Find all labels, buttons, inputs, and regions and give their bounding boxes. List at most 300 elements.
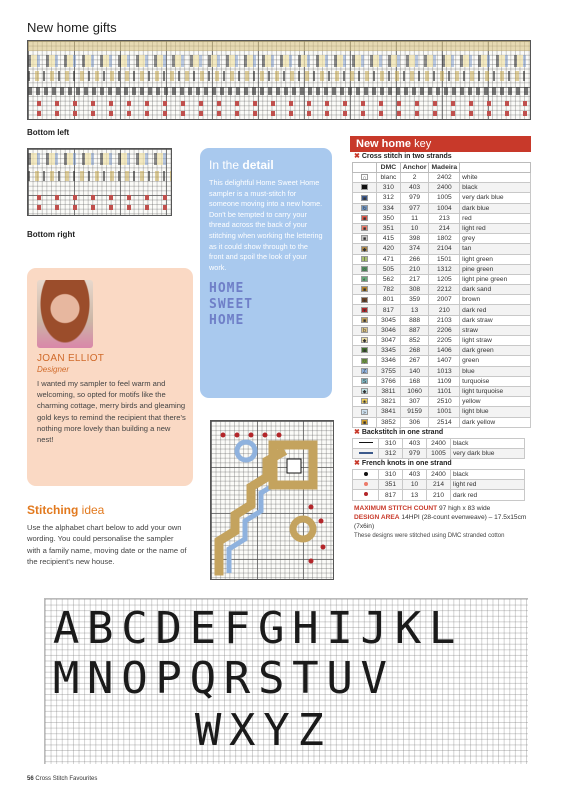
symbol-cell <box>353 448 379 458</box>
key-section-cross <box>350 152 531 162</box>
alphabet-letter: R <box>223 653 251 704</box>
top-border-chart <box>27 40 531 120</box>
stitching-title-rest: idea <box>78 503 105 517</box>
stitching-idea-text: Use the alphabet chart below to add your own wording. You could personalise the sampler with a family name, moving date or the name of the recipient's new house. <box>27 523 187 567</box>
thread-swatch: ∩ <box>362 175 367 182</box>
madeira-cell: 1406 <box>429 346 460 356</box>
table-row <box>353 213 531 223</box>
backstitch-line-icon <box>359 442 373 444</box>
alphabet-letter: G <box>257 603 285 654</box>
french-knot-rows <box>353 470 525 501</box>
madeira-cell: 2205 <box>429 336 460 346</box>
alphabet-letter: N <box>87 653 114 704</box>
madeira-cell: 1407 <box>429 356 460 366</box>
symbol-cell <box>353 183 377 193</box>
bottom-left-chart <box>27 148 172 216</box>
table-row <box>353 336 531 346</box>
alphabet-letter: D <box>155 603 182 654</box>
cross-stitch-rows <box>353 173 531 428</box>
key-section-label: Cross stitch in two strands <box>361 153 452 160</box>
chart-band <box>28 171 171 181</box>
max-stitch-value: 97 high x 83 wide <box>439 504 491 512</box>
bottom-left-label: Bottom left <box>27 128 70 137</box>
thread-swatch: ■ <box>363 236 367 243</box>
key-title <box>350 136 531 152</box>
symbol-cell <box>353 356 377 366</box>
alphabet-letter: W <box>194 705 222 756</box>
designer-quote: I wanted my sampler to feel warm and welcoming, so opted for motifs like the charming cottage, merry birds and gleaming gold keys to remind the recipient that there's nothing more lovely than building a new nest! <box>37 379 186 445</box>
symbol-cell <box>353 407 377 417</box>
symbol-cell <box>353 386 377 396</box>
cross-stitch-table <box>352 162 531 428</box>
symbol-cell <box>353 285 377 295</box>
bottom-right-label: Bottom right <box>27 230 75 239</box>
table-row <box>353 264 531 274</box>
color-name-cell: white <box>460 173 531 183</box>
dmc-cell: blanc <box>377 173 401 183</box>
anchor-cell: 13 <box>403 490 427 500</box>
madeira-cell: 210 <box>429 305 460 315</box>
max-stitch-label: MAXIMUM STITCH COUNT <box>354 504 438 512</box>
thread-key <box>350 136 531 580</box>
thread-swatch: ◈ <box>362 399 367 406</box>
heart-row <box>28 205 171 210</box>
thread-swatch: ○ <box>363 266 367 273</box>
alphabet-letter: F <box>223 603 251 654</box>
table-row <box>353 234 531 244</box>
magazine-name: Cross Stitch Favourites <box>35 776 98 782</box>
table-row <box>353 470 525 480</box>
table-header-name <box>460 163 531 173</box>
anchor-cell: 398 <box>400 234 429 244</box>
alphabet-row <box>191 705 328 756</box>
table-row <box>353 173 531 183</box>
alphabet-letter: L <box>428 603 456 654</box>
table-header: Madeira <box>429 163 460 173</box>
table-row <box>353 397 531 407</box>
stitching-idea-title <box>27 503 104 517</box>
table-row <box>353 386 531 396</box>
page-footer <box>27 776 97 782</box>
backstitch-table <box>352 438 525 459</box>
anchor-cell: 210 <box>400 264 429 274</box>
art-word: HOME <box>209 313 245 329</box>
dmc-cell: 471 <box>377 254 401 264</box>
dmc-cell: 420 <box>377 244 401 254</box>
dmc-cell: 350 <box>377 213 401 223</box>
anchor-cell: 977 <box>400 203 429 213</box>
thread-swatch: ◆ <box>362 246 367 253</box>
table-row <box>353 366 531 376</box>
madeira-cell: 1013 <box>429 366 460 376</box>
dmc-cell: 817 <box>379 490 403 500</box>
color-name-cell: dark red <box>451 490 525 500</box>
keys-motif <box>211 421 335 581</box>
table-row <box>353 223 531 233</box>
thread-swatch: b <box>361 327 368 333</box>
symbol-cell <box>353 397 377 407</box>
table-row <box>353 193 531 203</box>
color-name-cell: light red <box>451 480 525 490</box>
keys-motif-chart <box>210 420 334 580</box>
anchor-cell: 359 <box>400 295 429 305</box>
thread-swatch: ■ <box>363 287 367 294</box>
anchor-cell: 13 <box>400 305 429 315</box>
symbol-cell <box>353 244 377 254</box>
anchor-cell: 887 <box>400 325 429 335</box>
dmc-cell: 3766 <box>377 376 401 386</box>
thread-swatch: Z <box>363 368 367 375</box>
thread-swatch: ■ <box>363 226 367 233</box>
color-name-cell: light straw <box>460 336 531 346</box>
dmc-cell: 505 <box>377 264 401 274</box>
anchor-cell: 374 <box>400 244 429 254</box>
symbol-cell <box>353 213 377 223</box>
color-name-cell: black <box>460 183 531 193</box>
symbol-cell <box>353 203 377 213</box>
backstitch-rows <box>353 438 525 458</box>
french-knot-icon <box>364 472 368 476</box>
dmc-cell: 351 <box>379 480 403 490</box>
home-sweet-home-art <box>209 281 315 331</box>
alphabet-letter: T <box>292 653 319 704</box>
dmc-cell: 3841 <box>377 407 401 417</box>
table-row <box>353 356 531 366</box>
alphabet-letter: C <box>121 603 148 654</box>
symbol-cell <box>353 490 379 500</box>
color-name-cell: very dark blue <box>451 448 525 458</box>
designer-photo <box>37 280 93 348</box>
designer-box <box>27 268 193 486</box>
symbol-cell <box>353 376 377 386</box>
table-row <box>353 417 531 427</box>
symbol-cell <box>353 336 377 346</box>
table-row <box>353 285 531 295</box>
design-area-value: 14HPI (28-count evenweave) – 17.5x15cm (7x6in) <box>354 513 527 530</box>
table-row <box>353 325 531 335</box>
color-name-cell: green <box>460 356 531 366</box>
alphabet-letter: O <box>121 653 148 704</box>
heart-row <box>28 101 530 106</box>
anchor-cell: 10 <box>400 223 429 233</box>
anchor-cell: 10 <box>403 480 427 490</box>
color-name-cell: straw <box>460 325 531 335</box>
anchor-cell: 403 <box>403 438 427 448</box>
anchor-cell: 307 <box>400 397 429 407</box>
anchor-cell: 1060 <box>400 386 429 396</box>
symbol-cell <box>353 305 377 315</box>
madeira-cell: 1205 <box>429 274 460 284</box>
detail-box <box>200 148 332 398</box>
anchor-cell: 266 <box>400 254 429 264</box>
thread-swatch: » <box>361 409 368 415</box>
alphabet-letter: U <box>326 653 353 704</box>
anchor-cell: 140 <box>400 366 429 376</box>
thread-swatch: ↻ <box>362 205 367 212</box>
key-section-french <box>350 459 531 469</box>
anchor-cell: 403 <box>400 183 429 193</box>
dmc-cell: 3046 <box>377 325 401 335</box>
dmc-cell: 3047 <box>377 336 401 346</box>
symbol-cell <box>353 234 377 244</box>
anchor-cell: 11 <box>400 213 429 223</box>
dmc-cell: 310 <box>379 470 403 480</box>
french-knot-icon <box>364 482 368 486</box>
alphabet-letter: V <box>360 653 388 704</box>
chart-band <box>28 153 171 165</box>
detail-title-bold: detail <box>242 158 274 172</box>
color-name-cell: light green <box>460 254 531 264</box>
madeira-cell: 2400 <box>427 470 451 480</box>
dmc-cell: 801 <box>377 295 401 305</box>
symbol-cell <box>353 480 379 490</box>
thread-swatch: ◐ <box>363 277 367 284</box>
symbol-cell <box>353 346 377 356</box>
dmc-cell: 415 <box>377 234 401 244</box>
thread-swatch: ◆ <box>362 389 367 396</box>
color-name-cell: light turquoise <box>460 386 531 396</box>
alphabet-letter: Q <box>189 653 217 704</box>
thread-swatch: ♥ <box>361 307 368 313</box>
alphabet-letter: Z <box>297 705 324 756</box>
color-name-cell: black <box>451 470 525 480</box>
color-name-cell: light pine green <box>460 274 531 284</box>
madeira-cell: 1001 <box>429 407 460 417</box>
color-name-cell: tan <box>460 244 531 254</box>
alphabet-letter: M <box>52 653 80 704</box>
dmc-cell: 312 <box>377 193 401 203</box>
backstitch-line-icon <box>359 452 373 454</box>
alphabet-letter: P <box>155 653 182 704</box>
dmc-cell: 782 <box>377 285 401 295</box>
madeira-cell: 213 <box>429 213 460 223</box>
table-header-row <box>353 163 531 173</box>
table-row <box>353 448 525 458</box>
symbol-cell <box>353 325 377 335</box>
dmc-cell: 312 <box>379 448 403 458</box>
dmc-cell: 3821 <box>377 397 401 407</box>
table-row <box>353 490 525 500</box>
color-name-cell: dark yellow <box>460 417 531 427</box>
table-row <box>353 183 531 193</box>
dmc-cell: 310 <box>379 438 403 448</box>
color-name-cell: yellow <box>460 397 531 407</box>
cross-icon: ✖ <box>354 153 360 160</box>
symbol-cell <box>353 254 377 264</box>
chart-band <box>28 41 530 51</box>
table-row <box>353 203 531 213</box>
alphabet-row <box>49 603 459 654</box>
symbol-cell <box>353 438 379 448</box>
designer-name: JOAN ELLIOT <box>37 353 105 364</box>
madeira-cell: 1005 <box>429 193 460 203</box>
color-name-cell: blue <box>460 366 531 376</box>
thread-swatch: ■ <box>363 195 367 202</box>
thread-swatch: ■ <box>363 317 367 324</box>
madeira-cell: 214 <box>427 480 451 490</box>
color-name-cell: dark red <box>460 305 531 315</box>
table-row <box>353 295 531 305</box>
chart-band <box>28 87 530 95</box>
heart-row <box>28 195 171 200</box>
table-row <box>353 254 531 264</box>
thread-swatch: ■ <box>363 419 367 426</box>
thread-swatch: S <box>362 379 367 386</box>
thread-note: These designs were stitched using DMC stranded cotton <box>354 532 505 539</box>
page-number: 56 <box>27 776 34 782</box>
table-row <box>353 438 525 448</box>
alphabet-letter: B <box>87 603 114 654</box>
key-section-label: French knots in one strand <box>361 460 452 468</box>
dmc-cell: 3852 <box>377 417 401 427</box>
thread-swatch <box>361 184 368 190</box>
dmc-cell: 3755 <box>377 366 401 376</box>
thread-swatch: ■ <box>363 216 367 223</box>
symbol-cell <box>353 417 377 427</box>
chart-band <box>28 55 530 67</box>
table-row <box>353 315 531 325</box>
color-name-cell: pine green <box>460 264 531 274</box>
dmc-cell: 817 <box>377 305 401 315</box>
anchor-cell: 403 <box>403 470 427 480</box>
thread-swatch: ▽ <box>362 358 367 365</box>
table-row <box>353 244 531 254</box>
anchor-cell: 9159 <box>400 407 429 417</box>
color-name-cell: dark green <box>460 346 531 356</box>
table-row <box>353 480 525 490</box>
detail-text: This delightful Home Sweet Home sampler is a must-stitch for someone moving into a new home. Don't be tempted to carry your thread across the back of your stitching when working the lettering as it could show through to the front and spoil the look of your work. <box>209 178 323 272</box>
alphabet-letter: Y <box>263 705 290 756</box>
madeira-cell: 2206 <box>429 325 460 335</box>
alphabet-letter: X <box>229 705 256 756</box>
anchor-cell: 888 <box>400 315 429 325</box>
color-name-cell: turquoise <box>460 376 531 386</box>
symbol-cell <box>353 264 377 274</box>
madeira-cell: 2402 <box>429 173 460 183</box>
dmc-cell: 562 <box>377 274 401 284</box>
key-title-bold: New home <box>356 138 412 150</box>
designer-role: Designer <box>37 365 70 374</box>
max-stitch-count <box>350 504 531 513</box>
table-row <box>353 305 531 315</box>
madeira-cell: 1312 <box>429 264 460 274</box>
symbol-cell <box>353 315 377 325</box>
madeira-cell: 210 <box>427 490 451 500</box>
detail-title-pre: In the <box>209 158 243 172</box>
madeira-cell: 2007 <box>429 295 460 305</box>
thread-swatch: ◆ <box>362 338 367 345</box>
madeira-cell: 1501 <box>429 254 460 264</box>
french-knot-icon <box>364 492 368 496</box>
madeira-cell: 2400 <box>427 438 451 448</box>
madeira-cell: 2103 <box>429 315 460 325</box>
art-word: SWEET <box>209 297 254 313</box>
table-header: Anchor <box>400 163 429 173</box>
cross-icon: ✖ <box>354 460 360 468</box>
design-area-label: DESIGN AREA <box>354 513 400 521</box>
table-header: DMC <box>377 163 401 173</box>
alphabet-letter: A <box>52 603 80 654</box>
dmc-cell: 310 <box>377 183 401 193</box>
madeira-cell: 2514 <box>429 417 460 427</box>
anchor-cell: 852 <box>400 336 429 346</box>
symbol-cell <box>353 173 377 183</box>
color-name-cell: dark straw <box>460 315 531 325</box>
madeira-cell: 1005 <box>427 448 451 458</box>
color-name-cell: dark blue <box>460 203 531 213</box>
anchor-cell: 308 <box>400 285 429 295</box>
madeira-cell: 1109 <box>429 376 460 386</box>
madeira-cell: 2510 <box>429 397 460 407</box>
madeira-cell: 1101 <box>429 386 460 396</box>
dmc-cell: 3346 <box>377 356 401 366</box>
heart-row <box>28 111 530 116</box>
anchor-cell: 168 <box>400 376 429 386</box>
color-name-cell: light red <box>460 223 531 233</box>
design-area <box>350 513 531 531</box>
thread-swatch: I <box>361 256 368 262</box>
color-name-cell: grey <box>460 234 531 244</box>
madeira-cell: 214 <box>429 223 460 233</box>
anchor-cell: 979 <box>403 448 427 458</box>
key-title-rest: key <box>411 138 432 150</box>
dmc-cell: 334 <box>377 203 401 213</box>
madeira-cell: 1802 <box>429 234 460 244</box>
madeira-cell: 2400 <box>429 183 460 193</box>
alphabet-letter: S <box>257 653 285 704</box>
alphabet-row <box>49 653 391 704</box>
table-row <box>353 274 531 284</box>
dmc-cell: 3045 <box>377 315 401 325</box>
symbol-cell <box>353 193 377 203</box>
thread-swatch: ● <box>363 297 367 304</box>
thread-swatch: ■ <box>363 348 367 355</box>
table-row <box>353 407 531 417</box>
table-row <box>353 376 531 386</box>
dmc-cell: 351 <box>377 223 401 233</box>
anchor-cell: 217 <box>400 274 429 284</box>
color-name-cell: black <box>451 438 525 448</box>
color-name-cell: light blue <box>460 407 531 417</box>
table-row <box>353 346 531 356</box>
art-word: HOME <box>209 281 245 297</box>
french-knot-table <box>352 469 525 501</box>
alphabet-letter: E <box>189 603 217 654</box>
madeira-cell: 2212 <box>429 285 460 295</box>
cross-icon: ✖ <box>354 428 360 436</box>
alphabet-letter: J <box>360 603 388 654</box>
anchor-cell: 979 <box>400 193 429 203</box>
stitching-title-bold: Stitching <box>27 503 79 517</box>
chart-band <box>28 71 530 81</box>
anchor-cell: 268 <box>400 346 429 356</box>
symbol-cell <box>353 274 377 284</box>
anchor-cell: 306 <box>400 417 429 427</box>
detail-title <box>209 158 323 172</box>
symbol-cell <box>353 295 377 305</box>
color-name-cell: brown <box>460 295 531 305</box>
anchor-cell: 2 <box>400 173 429 183</box>
key-section-backstitch <box>350 428 531 438</box>
color-name-cell: dark sand <box>460 285 531 295</box>
key-section-label: Backstitch in one strand <box>361 428 444 436</box>
color-name-cell: very dark blue <box>460 193 531 203</box>
dmc-cell: 3345 <box>377 346 401 356</box>
alphabet-chart <box>44 598 528 764</box>
symbol-cell <box>353 366 377 376</box>
anchor-cell: 267 <box>400 356 429 366</box>
alphabet-letter: H <box>292 603 319 654</box>
